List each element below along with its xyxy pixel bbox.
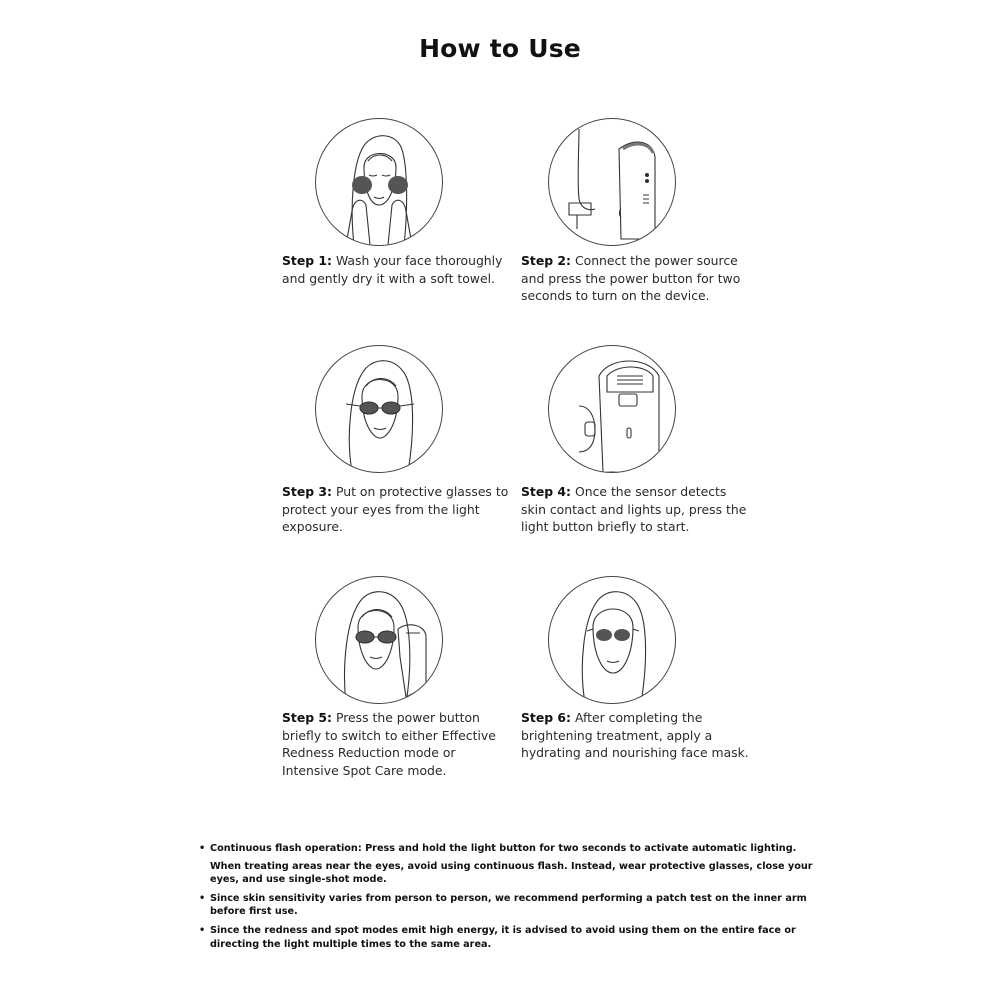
bullet-marker: • [199,843,206,854]
step-2-text [521,252,751,305]
note-text: Since skin sensitivity varies from person to person, we recommend performing a patch test on the inner arm before first use. [210,892,807,918]
step-4-description: Once the sensor detects skin contact and lights up, press the light button briefly to start. [521,484,747,535]
face-washing-illustration [315,118,443,246]
note-text: Since the redness and spot modes emit high energy, it is advised to avoid using them on the entire face or directing the light multiple times to the same area. [210,924,796,950]
note-item [198,892,828,919]
step-6-description: After completing the brightening treatment, apply a hydrating and nourishing face mask. [521,710,749,761]
step-4-text [521,483,751,536]
step-5-label: Step 5: [282,710,333,725]
note-item [198,842,828,856]
step-5-text [282,709,512,779]
step-1-description: Wash your face thoroughly and gently dry it with a soft towel. [282,253,503,286]
step-1-label: Step 1: [282,253,333,268]
note-item [198,860,828,887]
bullet-marker: • [199,924,206,936]
face-protective-glasses-illustration [315,345,443,473]
step-4-label: Step 4: [521,484,572,499]
step-3-text [282,483,512,536]
step-3-description: Put on protective glasses to protect your eyes from the light exposure. [282,484,509,535]
step-2-description: Connect the power source and press the power button for two seconds to turn on the device. [521,253,741,304]
step-1-text [282,252,512,287]
step-6-label: Step 6: [521,710,572,725]
page-title: How to Use [419,34,581,63]
step-6-text [521,709,751,762]
device-sensor-closeup-illustration [548,345,676,473]
step-5-description: Press the power button briefly to switch to either Effective Redness Reduction mode or Intensive Spot Care mode. [282,710,496,778]
note-text: When treating areas near the eyes, avoid using continuous flash. Instead, wear protective glasses, close your eyes, and use single-shot mode. [210,860,813,886]
device-power-cable-illustration [548,118,676,246]
usage-notes [198,842,828,956]
step-3-label: Step 3: [282,484,333,499]
note-item [198,924,828,951]
bullet-marker: • [199,892,206,904]
face-glasses-device-illustration [315,576,443,704]
step-2-label: Step 2: [521,253,572,268]
note-text: Continuous flash operation: Press and hold the light button for two seconds to activate automatic lighting. [210,843,797,854]
face-mask-illustration [548,576,676,704]
